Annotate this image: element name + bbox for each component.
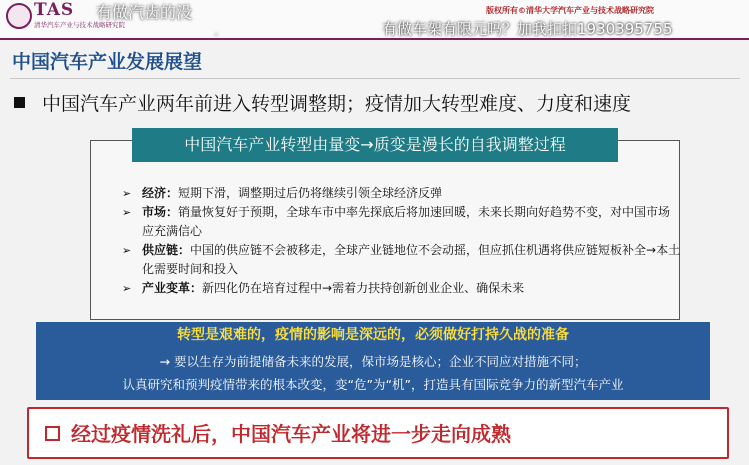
item-key: 市场： <box>142 205 179 219</box>
overlay-caption-left: 有做汽齿的没 <box>96 3 193 22</box>
item-text: 销量恢复好于预期，全球车市中率先探底后将加速回暖，未来长期向好趋势不变，对中国市场应充满信心 <box>142 205 671 238</box>
overlay-caption-right: 有做车架有限元吗？加我扣扣1930395755 <box>382 20 673 38</box>
tsinghua-logo-icon <box>6 3 32 29</box>
slide-header <box>0 0 749 38</box>
title-divider <box>10 78 740 79</box>
arrow-bullet-icon: ➢ <box>122 206 132 219</box>
strategy-title: 转型是艰难的，疫情的影响是深远的，必须做好打持久战的准备 <box>177 327 569 343</box>
item-text: 新四化仍在培育过程中→需着力扶持创新创业企业、确保未来 <box>202 281 525 295</box>
list-item-supply-chain <box>122 241 682 279</box>
page-title: 中国汽车产业发展展望 <box>12 51 203 73</box>
transition-banner <box>132 128 618 162</box>
conclusion-text: 经过疫情洗礼后，中国汽车产业将进一步走向成熟 <box>71 422 511 446</box>
banner-text: 中国汽车产业转型由量变→质变是漫长的自我调整过程 <box>184 135 566 154</box>
strategy-box <box>36 322 710 400</box>
list-item-economy <box>122 184 682 203</box>
conclusion-box <box>27 407 729 459</box>
list-item-industry-change <box>122 279 682 298</box>
list-item-market <box>122 203 682 241</box>
arrow-bullet-icon: ➢ <box>122 187 132 200</box>
overlay-caption-dot: 。 <box>214 24 227 38</box>
arrow-bullet-icon: ➢ <box>122 282 132 295</box>
tas-logo-text: TAS <box>34 0 75 20</box>
item-key: 经济： <box>142 186 179 200</box>
item-key: 产业变革： <box>142 281 203 295</box>
arrow-bullet-icon: ➢ <box>122 244 132 257</box>
item-text: 短期下滑，调整期过后仍将继续引领全球经济反弹 <box>178 186 443 200</box>
item-text: 中国的供应链不会被移走，全球产业链地位不会动摇，但应抓住机遇将供应链短板补全→本土化需要时间和投入 <box>142 243 681 276</box>
hollow-square-icon <box>45 426 60 441</box>
strategy-line-2: 认真研究和预判疫情带来的根本改变，变“危”为“机”，打造具有国际竞争力的新型汽车产业 <box>122 377 624 392</box>
institute-name: 清华汽车产业与技术战略研究院 <box>34 21 125 29</box>
header-divider <box>0 38 749 40</box>
bullet-square-icon <box>14 97 25 108</box>
main-bullet-text: 中国汽车产业两年前进入转型调整期；疫情加大转型难度、力度和速度 <box>42 93 632 115</box>
copyright-notice: 版权所有©清华大学汽车产业与技术战略研究院 <box>486 6 654 15</box>
item-key: 供应链： <box>142 243 191 257</box>
strategy-line-1: → 要以生存为前提储备未来的发展，保市场是核心；企业不同应对措施不同； <box>159 354 587 369</box>
